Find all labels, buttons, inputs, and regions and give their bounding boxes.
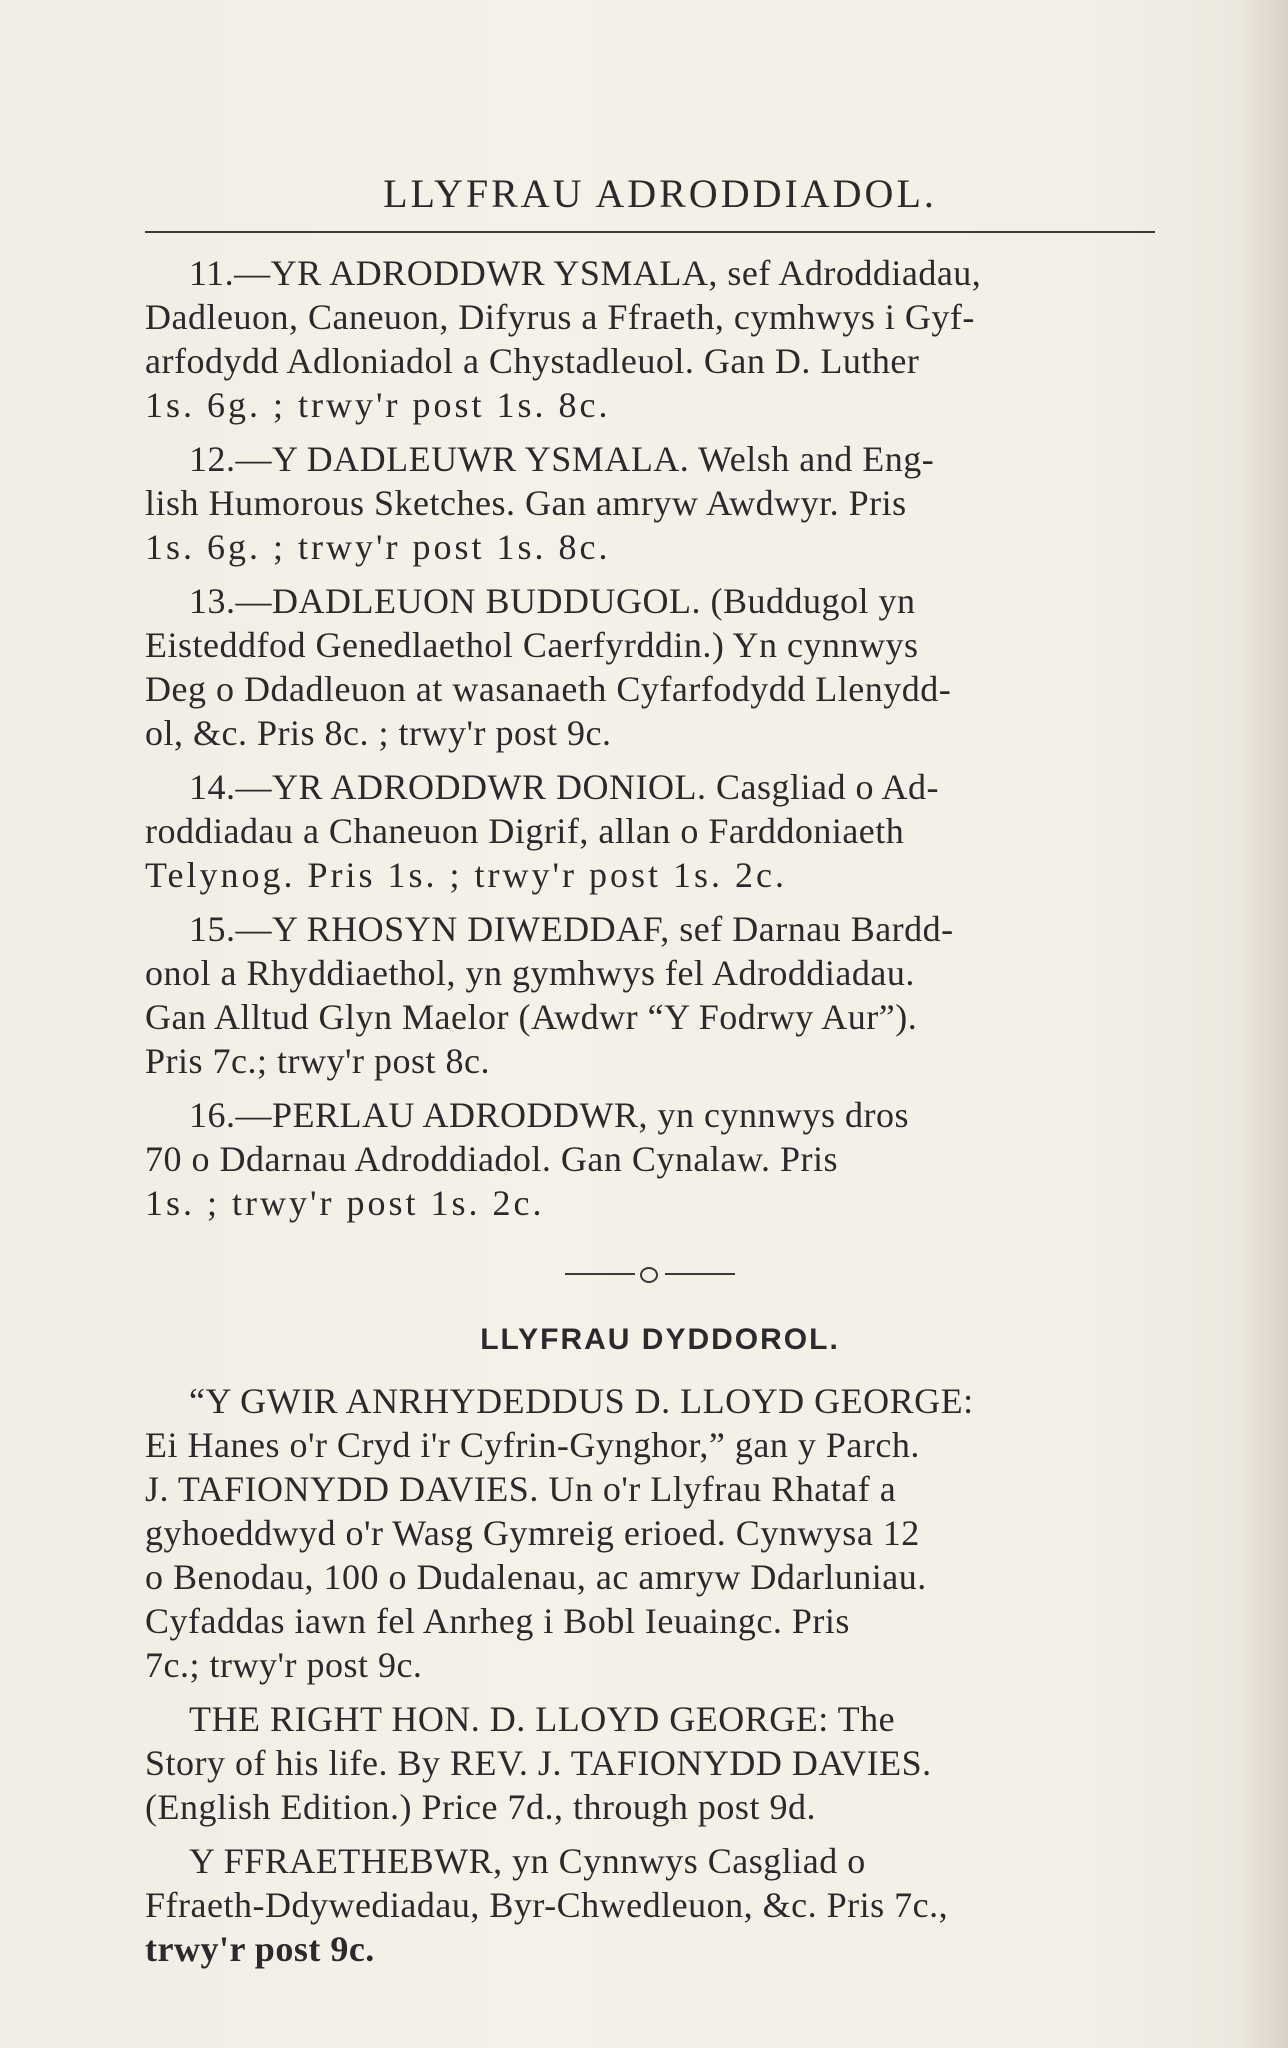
entry-line: Story of his life. By REV. J. TAFIONYDD DAVIES.	[145, 1743, 932, 1783]
entry-line: gyhoeddwyd o'r Wasg Gymreig erioed. Cynwysa 12	[145, 1513, 920, 1553]
header-rule	[145, 231, 1155, 233]
entry-line: “Y GWIR ANRHYDEDDUS D. LLOYD GEORGE:	[189, 1381, 974, 1421]
entry-line: lish Humorous Sketches. Gan amryw Awdwyr. Pris	[145, 483, 907, 523]
entry-line: Deg o Ddadleuon at wasanaeth Cyfarfodydd Llenydd-	[145, 669, 952, 709]
divider-line-right	[665, 1273, 735, 1275]
book-entry-11	[145, 251, 1155, 427]
entry-line: Ei Hanes o'r Cryd i'r Cyfrin-Gynghor,” gan y Parch.	[145, 1425, 920, 1465]
entry-line: Eisteddfod Genedlaethol Caerfyrddin.) Yn cynnwys	[145, 625, 919, 665]
entry-line: ol, &c. Pris 8c. ; trwy'r post 9c.	[145, 713, 612, 753]
entry-line: onol a Rhyddiaethol, yn gymhwys fel Adroddiadau.	[145, 953, 915, 993]
entry-line: Y FFRAETHEBWR, yn Cynnwys Casgliad o	[189, 1841, 866, 1881]
entry-line: 15.—Y RHOSYN DIWEDDAF, sef Darnau Bardd-	[189, 909, 954, 949]
divider-line-left	[565, 1273, 635, 1275]
book-entry-ffraethebwr	[145, 1839, 1155, 1971]
book-list-adroddiadol	[145, 251, 1155, 1225]
entry-line: 1s. ; trwy'r post 1s. 2c.	[145, 1183, 545, 1223]
book-entry-15	[145, 907, 1155, 1083]
running-head: LLYFRAU ADRODDIADOL.	[383, 171, 937, 216]
book-entry-lloyd-george-welsh	[145, 1379, 1155, 1687]
book-entry-14	[145, 765, 1155, 897]
book-entry-12	[145, 437, 1155, 569]
entry-line: 1s. 6g. ; trwy'r post 1s. 8c.	[145, 385, 611, 425]
entry-line: THE RIGHT HON. D. LLOYD GEORGE: The	[189, 1699, 896, 1739]
entry-line: arfodydd Adloniadol a Chystadleuol. Gan D. Luther	[145, 341, 920, 381]
entry-line: o Benodau, 100 o Dudalenau, ac amryw Ddarluniau.	[145, 1557, 927, 1597]
entry-line: Dadleuon, Caneuon, Difyrus a Ffraeth, cymhwys i Gyf-	[145, 297, 975, 337]
entry-line: 14.—YR ADRODDWR DONIOL. Casgliad o Ad-	[189, 767, 939, 807]
entry-line: Telynog. Pris 1s. ; trwy'r post 1s. 2c.	[145, 855, 787, 895]
book-list-dyddorol	[145, 1379, 1155, 1971]
entry-line: 16.—PERLAU ADRODDWR, yn cynnwys dros	[189, 1095, 909, 1135]
entry-line: J. TAFIONYDD DAVIES. Un o'r Llyfrau Rhataf a	[145, 1469, 897, 1509]
section-heading: LLYFRAU DYDDOROL.	[480, 1323, 840, 1356]
entry-line: Gan Alltud Glyn Maelor (Awdwr “Y Fodrwy Aur”).	[145, 997, 918, 1037]
divider-ring-icon	[640, 1267, 658, 1283]
entry-line: roddiadau a Chaneuon Digrif, allan o Farddoniaeth	[145, 811, 905, 851]
entry-line: Pris 7c.; trwy'r post 8c.	[145, 1041, 490, 1081]
entry-line: 7c.; trwy'r post 9c.	[145, 1645, 423, 1685]
entry-line: 70 o Ddarnau Adroddiadol. Gan Cynalaw. Pris	[145, 1139, 839, 1179]
entry-line: 1s. 6g. ; trwy'r post 1s. 8c.	[145, 527, 611, 567]
entry-line: 13.—DADLEUON BUDDUGOL. (Buddugol yn	[189, 581, 916, 621]
entry-line: (English Edition.) Price 7d., through post 9d.	[145, 1787, 816, 1827]
book-entry-16	[145, 1093, 1155, 1225]
entry-line: 11.—YR ADRODDWR YSMALA, sef Adroddiadau,	[189, 253, 982, 293]
book-entry-13	[145, 579, 1155, 755]
book-entry-lloyd-george-english	[145, 1697, 1155, 1829]
entry-line: Cyfaddas iawn fel Anrheg i Bobl Ieuaingc. Pris	[145, 1601, 850, 1641]
entry-line: Ffraeth-Ddywediadau, Byr-Chwedleuon, &c. Pris 7c.,	[145, 1885, 949, 1925]
entry-line: trwy'r post 9c.	[145, 1929, 375, 1969]
page-content	[145, 170, 1155, 1971]
page-edge-shadow	[1240, 0, 1288, 2048]
section-divider-ornament	[565, 1263, 735, 1283]
entry-line: 12.—Y DADLEUWR YSMALA. Welsh and Eng-	[189, 439, 935, 479]
